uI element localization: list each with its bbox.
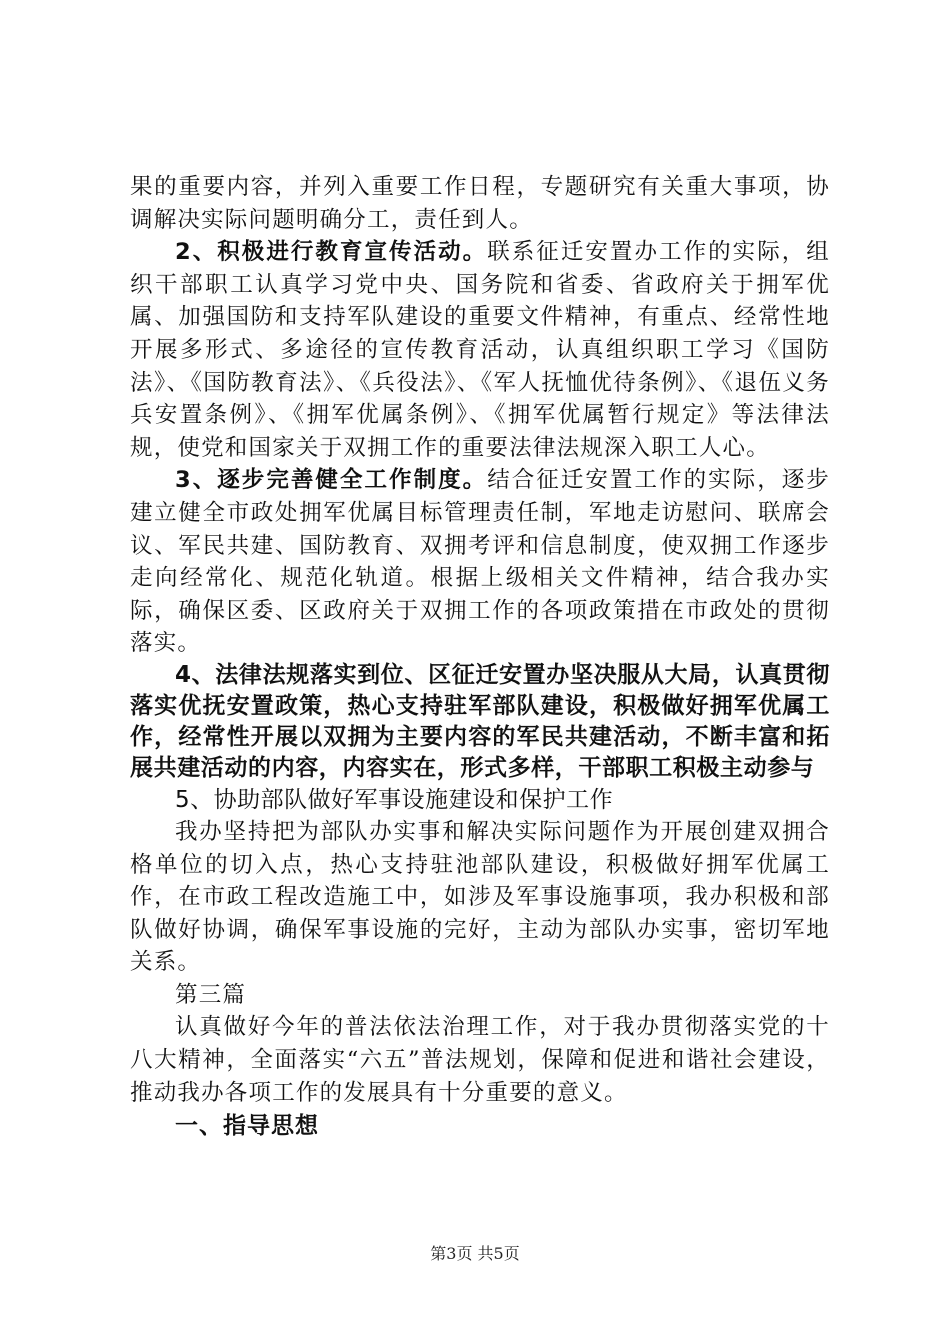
item-3-lead: 3、逐步完善健全工作制度。 [175, 467, 488, 494]
paragraph-item-5-body: 我办坚持把为部队办实事和解决实际问题作为开展创建双拥合格单位的切入点，热心支持驻池部队建设，积极做好拥军优属工作，在市政工程改造施工中，如涉及军事设施事项，我办积极和部队做好协调，确保军事设施的完好，主动为部队办实事，密切军地关系。 [130, 818, 830, 976]
paragraph-item-3 [130, 464, 830, 660]
heading-guiding-ideology: 一、指导思想 [175, 1113, 319, 1140]
section-title: 第三篇 [175, 981, 247, 1008]
document-body [130, 171, 830, 1143]
paragraph-section-intro: 认真做好今年的普法依法治理工作，对于我办贯彻落实党的十八大精神，全面落实“六五”普法规划，保障和促进和谐社会建设，推动我办各项工作的发展具有十分重要的意义。 [130, 1014, 830, 1106]
page-footer [0, 1244, 950, 1264]
item-5-heading: 5、协助部队做好军事设施建设和保护工作 [175, 786, 614, 813]
paragraph-item-2 [130, 236, 830, 464]
item-2-lead: 2、积极进行教育宣传活动。 [175, 239, 488, 266]
paragraph-continuation [130, 171, 830, 236]
paragraph-continuation-text: 果的重要内容，并列入重要工作日程，专题研究有关重大事项，协调解决实际问题明确分工，责任到人。 [130, 174, 830, 233]
page-number-label: 第3页 共5页 [430, 1244, 520, 1263]
item-2-text: 联系征迁安置办工作的实际，组织干部职工认真学习党中央、国务院和省委、省政府关于拥军优属、加强国防和支持军队建设的重要文件精神，有重点、经常性地开展多形式、多途径的宣传教育活动，认真组织职工学习《国防法》、《国防教育法》、《兵役法》、《军人抚恤优待条例》、《退伍义务兵安置条例》、《拥军优属条例》、《拥军优属暂行规定》等法律法规，使党和国家关于双拥工作的重要法律法规深入职工人心。 [130, 239, 830, 461]
paragraph-item-4: 4、法律法规落实到位、区征迁安置办坚决服从大局，认真贯彻落实优抚安置政策，热心支持驻军部队建设，积极做好拥军优属工作，经常性开展以双拥为主要内容的军民共建活动，不断丰富和拓展共建活动的内容，内容实在，形式多样，干部职工积极主动参与 [130, 661, 830, 781]
item-3-text: 结合征迁安置工作的实际，逐步建立健全市政处拥军优属目标管理责任制，军地走访慰问、联席会议、军民共建、国防教育、双拥考评和信息制度，使双拥工作逐步走向经常化、规范化轨道。根据上级相关文件精神，结合我办实际，确保区委、区政府关于双拥工作的各项政策措在市政处的贯彻落实。 [130, 467, 830, 657]
